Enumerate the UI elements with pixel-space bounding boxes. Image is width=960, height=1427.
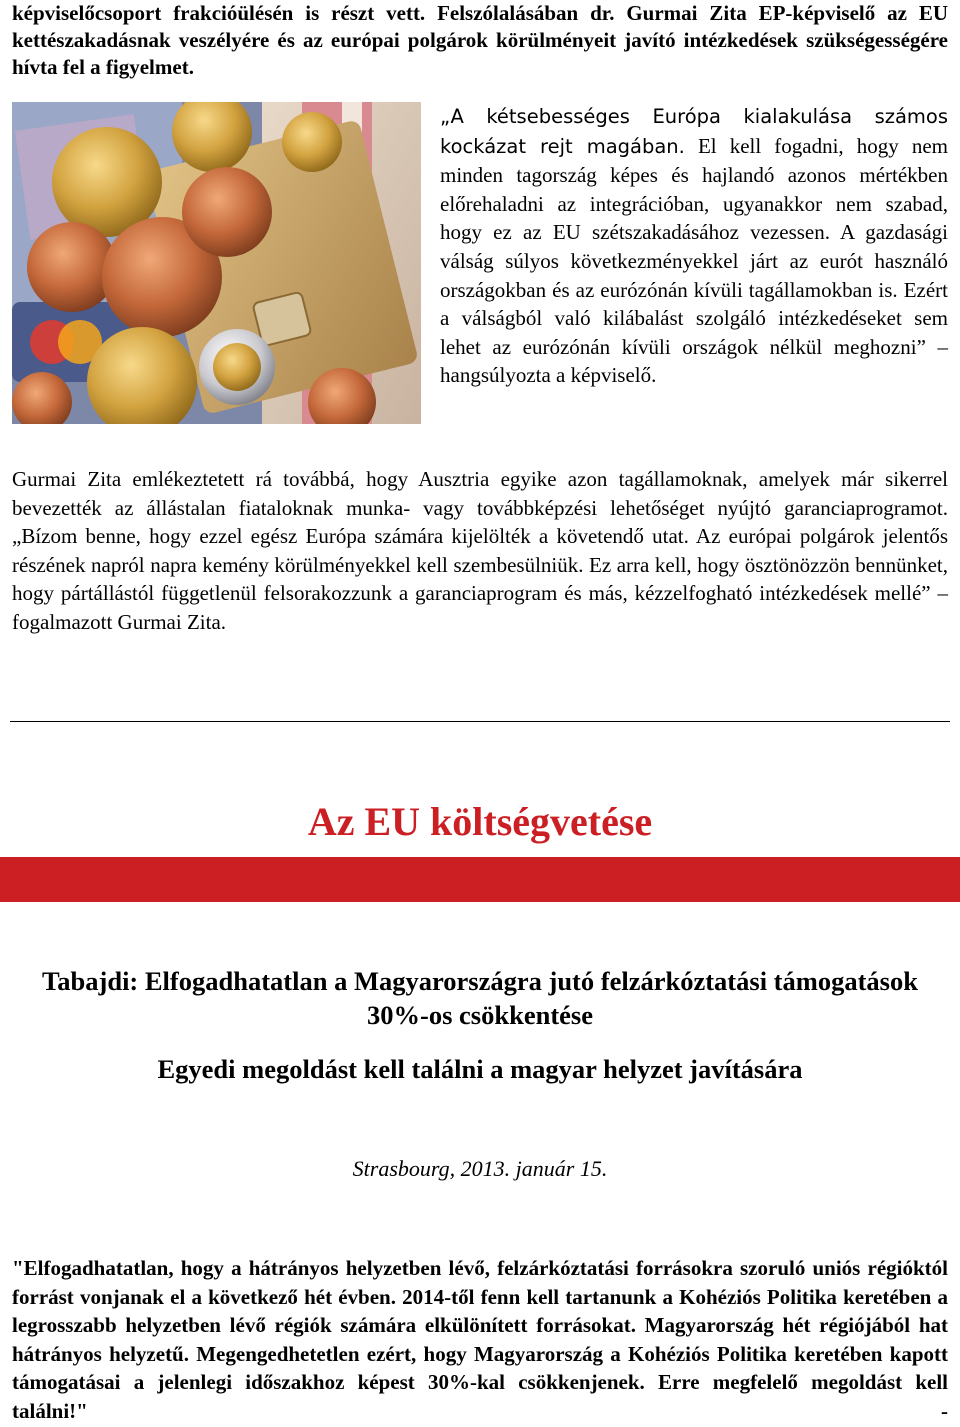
article-lead-paragraph: "Elfogadhatatlan, hogy a hátrányos helyzetben lévő, felzárkóztatási forrásokra szoruló uniós régióktól forrást vonjanak el a következő hét évben. 2014-től fenn kell tartanunk a Kohéziós Politika keretében a legrosszabb helyzetben lévő régiók számára elkülönített forrásokat. Magyarország hét régiójából hat hátrányos helyzetű. Megengedhetetlen ezért, hogy Magyarország a Kohéziós Politika keretében kapott támogatásai a jelenlegi időszakhoz képest 30%-kal csökkenjenek. Erre megfelelő megoldást kell találni!" - [12,1256,948,1423]
quote-opening: „A kétsebességes Európa kialakulása számos kockázat rejt magában. [440,105,948,158]
euro-coins-photo [12,102,421,424]
article-subheadline: Egyedi megoldást kell találni a magyar helyzet javítására [157,1054,803,1084]
quote-text-continued: A gazdasági válság súlyos következményekkel járt az eurót használó országokban és az eurózónán kívüli tagállamokban is. Ezért a válságból való kilábalást szolgáló intézkedéseket sem lehet az eurózónán kívüli országok nélkül meghozni” – hangsúlyozta a képviselő. [440,220,949,388]
section-title: Az EU költségvetése [307,799,653,844]
article-dateline: Strasbourg, 2013. január 15. [352,1156,608,1181]
article-headline: Tabajdi: Elfogadhatatlan a Magyarországra jutó felzárkóztatási támogatások 30%-os csökkentése [42,966,918,1030]
body-paragraph: Gurmai Zita emlékeztetett rá továbbá, hogy Ausztria egyike azon tagállamoknak, amelyek már sikerrel bevezették az állástalan fiataloknak munka- vagy továbbképzési lehetőséget nyújtó garanciaprogramot. „Bízom benne, hogy ezzel egész Európa számára kijelölték a követendő utat. Az európai polgárok jelentős részének napról napra kemény körülményekkel kell szembesülniük. Ez arra kell, hogy ösztönözzön bennünket, hogy pártállástól függetlenül felsorakozzunk a garanciaprogram és más, kézzelfogható intézkedések mellé” – fogalmazott Gurmai Zita. [12,467,948,634]
intro-paragraph: képviselőcsoport frakcióülésén is részt vett. Felszólalásában dr. Gurmai Zita EP-képviselő az EU kettészakadásnak veszélyére és az európai polgárok körülményeit javító intézkedések szükségességére hívta fel a figyelmet. [12,1,948,79]
euro-coins-and-cards-icon [12,102,421,424]
section-divider [10,721,950,722]
quote-block [440,102,948,390]
quote-text: El kell fogadni, hogy nem minden tagország képes és hajlandó azonos mértékben előrehaladni az integrációban, ugyanakkor nem szabad, hogy ez az EU szétszakadásához vezessen. [440,133,948,245]
section-red-band [0,857,960,902]
